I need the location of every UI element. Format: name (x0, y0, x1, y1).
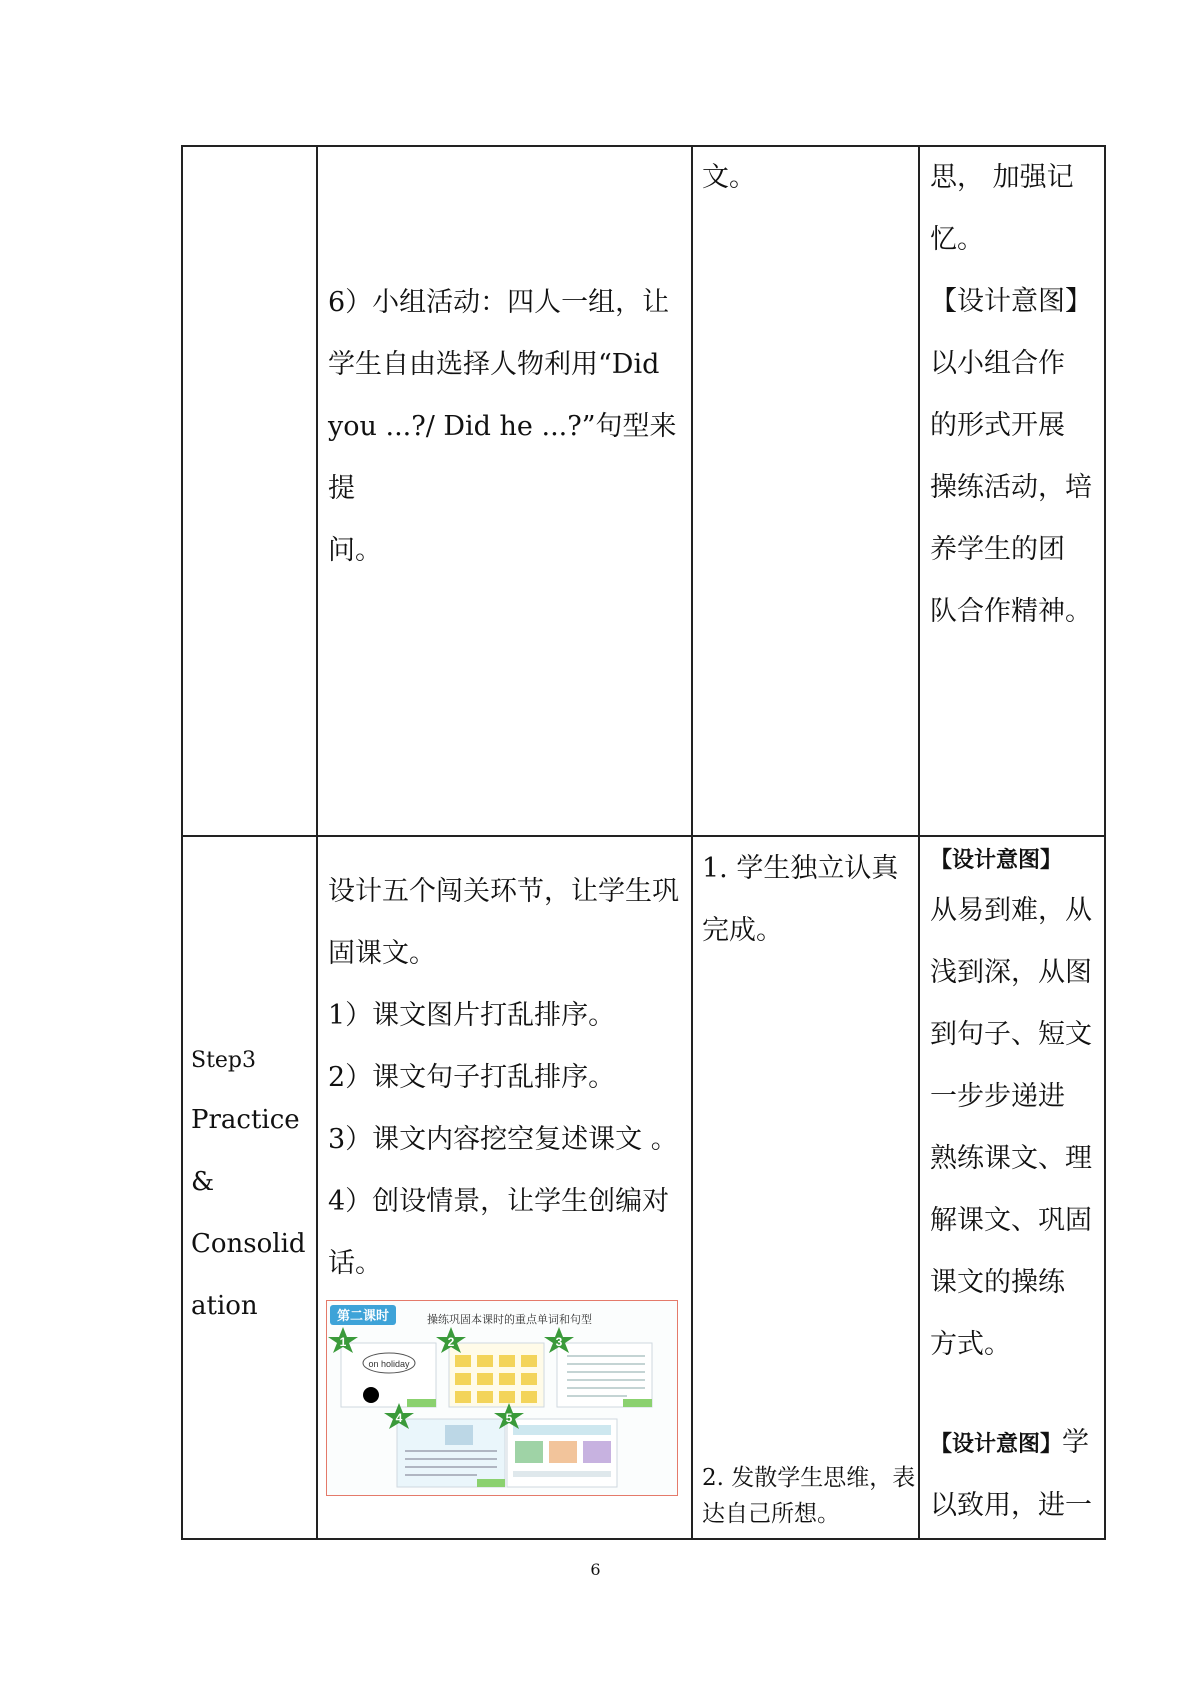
design-intent-heading-2: 【设计意图】 (930, 1431, 1063, 1457)
text-line: 以小组合作 (930, 348, 1065, 379)
page-number: 6 (590, 1560, 601, 1579)
text-line: 熟练课文、理 (930, 1143, 1092, 1174)
step-title-line: & (191, 1167, 215, 1197)
design-intent-heading: 【设计意图】 (930, 847, 1063, 873)
text-line: 的形式开展 (930, 410, 1065, 441)
text-line: 学生自由选择人物利用“Did (328, 349, 660, 380)
table-col-divider-3 (918, 145, 920, 1540)
text-line: 队合作精神。 (930, 596, 1092, 627)
text-line: 2. 发散学生思维，表 (702, 1465, 916, 1491)
text-line: 文。 (702, 162, 756, 193)
speech-bubble: on holiday (368, 1359, 410, 1369)
lesson-slide-thumbnail (326, 1300, 678, 1496)
text-line: 从易到难，从 (930, 895, 1092, 926)
step-title-line: Consolid (191, 1229, 306, 1259)
slide-illustration (327, 1301, 677, 1495)
text-line: 到句子、短文 (930, 1019, 1092, 1050)
text-line: 达自己所想。 (702, 1501, 840, 1527)
text-line: 课文的操练 (930, 1267, 1065, 1298)
step-title-line: ation (191, 1291, 258, 1321)
student-activity-top (702, 147, 912, 209)
text-line: you ...?/ Did he ...?”句型来提 (328, 411, 677, 504)
design-intent-bottom-2 (930, 1412, 1102, 1537)
text-line: 6）小组活动：四人一组，让 (328, 287, 670, 318)
step-star-2: 2 (447, 1335, 455, 1349)
text-line: 4）创设情景，让学生创编对 (328, 1186, 670, 1217)
text-line: 以致用，进一 (930, 1490, 1092, 1521)
text-line: 固课文。 (328, 938, 436, 969)
table-col-divider-2 (691, 145, 693, 1540)
student-activity-bottom (702, 838, 914, 962)
text-line: 1）课文图片打乱排序。 (328, 1000, 616, 1031)
text-line: 1. 学生独立认真 (702, 853, 899, 884)
text-line: 【设计意图】 (930, 286, 1092, 317)
step-number: Step3 (191, 1048, 257, 1073)
text-line: 一步步递进 (930, 1081, 1065, 1112)
table-border-left (181, 145, 183, 1540)
text-line: 方式。 (930, 1329, 1011, 1360)
text-line: 设计五个闯关环节，让学生巩 (328, 876, 679, 907)
step-title-line: Practice (191, 1105, 300, 1135)
step-star-3: 3 (555, 1335, 563, 1349)
slide-badge: 第二课时 (336, 1308, 390, 1323)
text-line: 完成。 (702, 915, 783, 946)
text-line: 2）课文句子打乱排序。 (328, 1062, 616, 1093)
table-col-divider-1 (316, 145, 318, 1540)
step-star-4: 4 (395, 1411, 403, 1425)
step-star-1: 1 (339, 1335, 347, 1349)
text-line: 思， 加强记 (930, 162, 1074, 193)
design-intent-top (930, 147, 1100, 643)
text-line: 养学生的团 (930, 534, 1065, 565)
text-line: 忆。 (930, 224, 984, 255)
table-border-bottom (181, 1538, 1105, 1540)
table-row-divider (181, 835, 1105, 837)
step-star-5: 5 (505, 1411, 513, 1425)
text-line: 3）课文内容挖空复述课文 。 (328, 1124, 678, 1155)
student-activity-bottom-2 (702, 1460, 916, 1532)
step-label (191, 1033, 311, 1337)
table-border-right (1104, 145, 1106, 1540)
consolidation-description (328, 861, 684, 1295)
text-line: 浅到深，从图 (930, 957, 1092, 988)
text-line: 话。 (328, 1248, 382, 1279)
slide-title: 操练巩固本课时的重点单词和句型 (427, 1314, 592, 1326)
text-line: 问。 (328, 535, 382, 566)
activity-description (328, 272, 684, 582)
design-intent-bottom (930, 840, 1102, 1376)
text-line: 操练活动，培 (930, 472, 1092, 503)
text-line: 解课文、巩固 (930, 1205, 1092, 1236)
text-line: 学 (1062, 1427, 1090, 1458)
